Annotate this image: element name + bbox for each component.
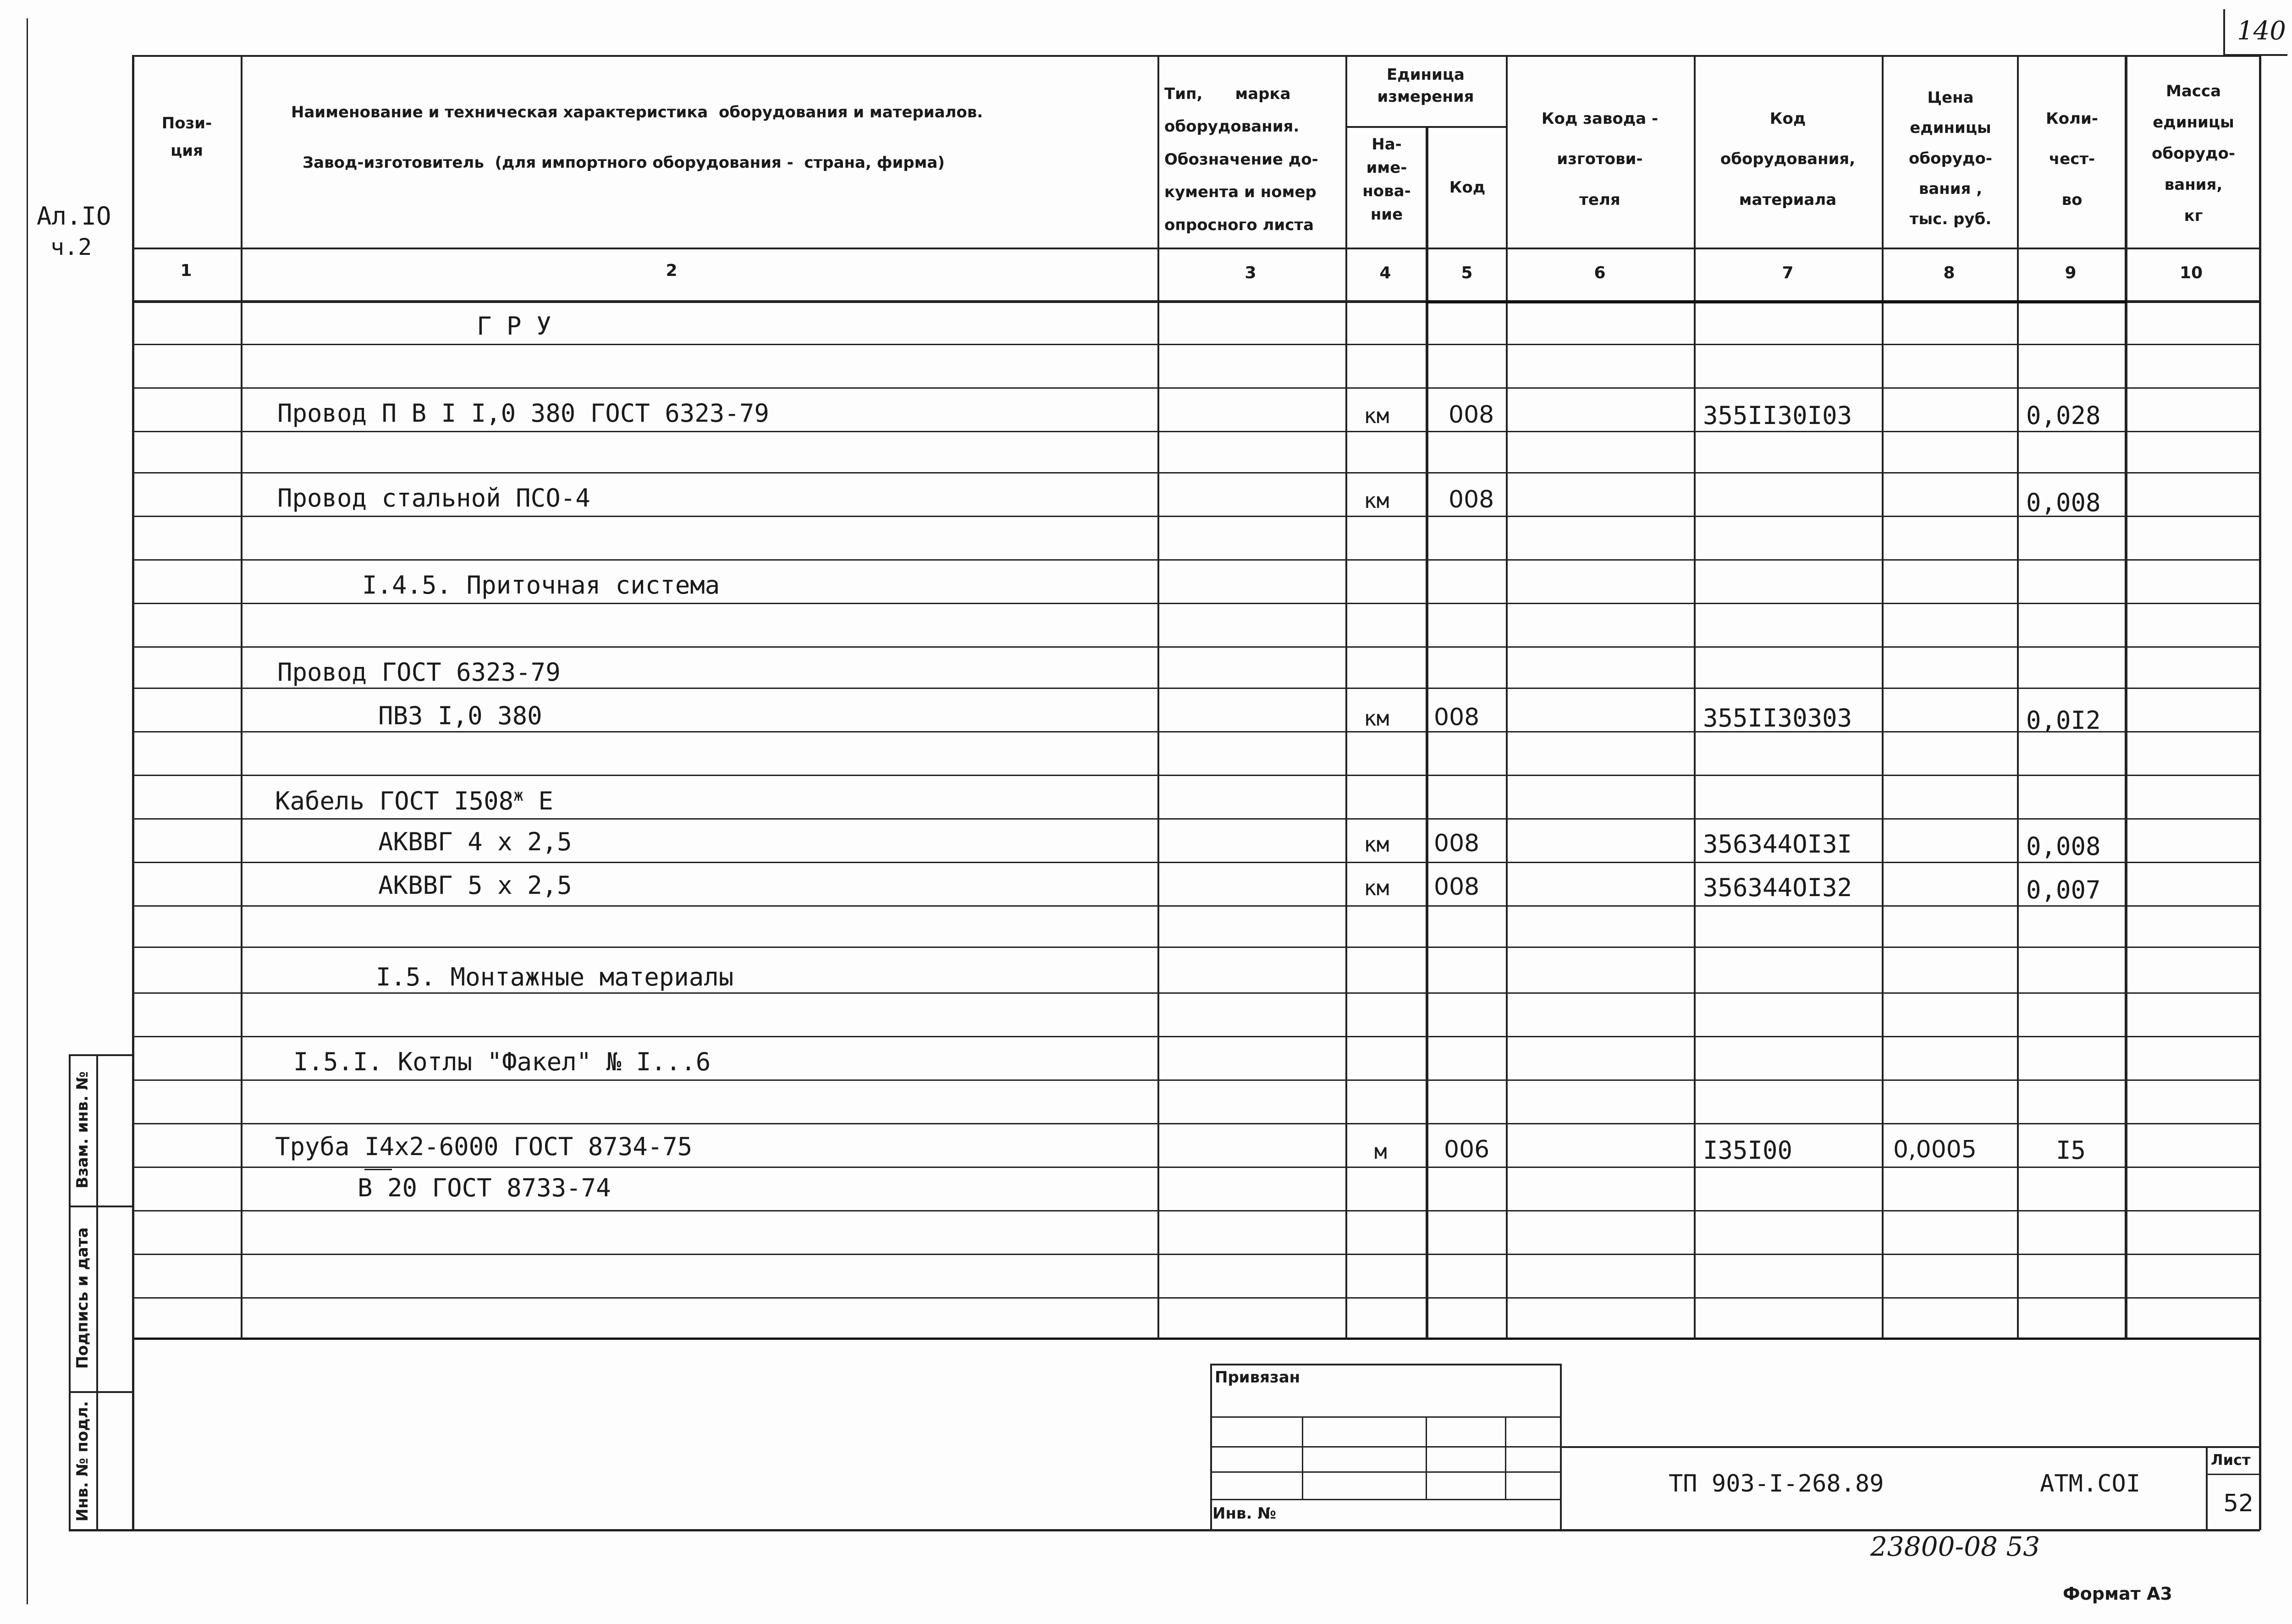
stamp-replaces-inv: Взам. инв. № (73, 1071, 92, 1189)
colnum-1: 1 (180, 261, 192, 280)
doc-code-box-top (1561, 1446, 2260, 1448)
header-unit: Единица измерения (1377, 66, 1474, 106)
stamp-signature-date: Подпись и дата (73, 1227, 92, 1369)
album-label: Ал.IO (37, 202, 111, 231)
row-name: В 20 ГОСТ 8733-74 (358, 1173, 611, 1202)
sheet-mark: 140 (2237, 16, 2286, 46)
colnum-5: 5 (1461, 264, 1473, 282)
col-border-4 (1426, 126, 1428, 1338)
header-material-code: Код оборудования, материала (1720, 110, 1856, 209)
bound-box-top (1210, 1364, 1561, 1365)
col-border-8 (2017, 55, 2019, 1338)
colnum-3: 3 (1245, 264, 1256, 282)
side-stamp-inner (96, 1054, 98, 1530)
side-stamp-outer (69, 1054, 71, 1530)
inv-no-label: Инв. № (1212, 1504, 1277, 1523)
row-unit: м (1374, 1139, 1387, 1164)
table-top-border (133, 55, 2260, 57)
header-type: Тип, марка оборудования. Обозначение до- кумента и номер опросного листа (1164, 85, 1318, 234)
row-name: АКВВГ 5 х 2,5 (378, 871, 572, 900)
header-price: Цена единицы оборудо- вания , тыс. руб. (1909, 88, 1992, 229)
col-border-10 (2259, 55, 2261, 1530)
row-code: 008 (1434, 830, 1480, 857)
row-qty: 0,028 (2026, 401, 2101, 430)
sheet-corner-vertical (2223, 9, 2225, 55)
doc-code: ТП 903-I-268.89 (1669, 1470, 1884, 1497)
row-material-code: 356344OI3I (1703, 830, 1852, 859)
row-name-sup: ж (513, 786, 523, 805)
row-unit: км (1364, 832, 1389, 857)
row-code: 006 (1444, 1136, 1490, 1163)
table-bottom-border (133, 1338, 2260, 1340)
row-unit: км (1364, 403, 1389, 428)
header-position: Пози- ция (161, 114, 212, 160)
colnum-7: 7 (1782, 264, 1794, 282)
row-name: Провод ГОСТ 6323-79 (277, 658, 561, 687)
row-qty: I5 (2056, 1136, 2086, 1165)
row-code: 008 (1434, 873, 1480, 901)
col-border-6 (1694, 55, 1696, 1338)
col-border-9 (2125, 55, 2127, 1338)
row-unit: км (1364, 875, 1389, 900)
row-name: Г Р У (477, 312, 551, 341)
bound-label: Привязан (1215, 1368, 1300, 1387)
colnum-4: 4 (1379, 264, 1391, 282)
row-code: 008 (1434, 704, 1480, 731)
sheet-label: Лист (2211, 1451, 2251, 1469)
format-label: Формат А3 (2063, 1584, 2172, 1604)
section-heading: I.4.5. Приточная система (362, 571, 720, 600)
col-border-0 (132, 55, 134, 1530)
row-qty: 0,008 (2026, 488, 2101, 517)
colnum-9: 9 (2065, 264, 2077, 282)
row-name-tail: Е (523, 787, 553, 815)
header-unit-code: Код (1449, 178, 1486, 197)
colnum-10: 10 (2179, 264, 2203, 282)
stamp-number: 23800-08 53 (1870, 1531, 2040, 1562)
row-unit: км (1364, 488, 1389, 513)
left-margin-line (27, 18, 28, 1604)
header-quantity: Коли- чест- во (2046, 110, 2098, 209)
row-name: Провод П В I I,0 380 ГОСТ 6323-79 (277, 399, 769, 428)
album-part: ч.2 (50, 234, 92, 260)
sheet-number: 52 (2223, 1490, 2254, 1517)
row-name: Провод стальной ПСО-4 (277, 484, 590, 512)
header-mass: Масса единицы оборудо- вания, кг (2152, 82, 2235, 225)
row-material-code: 356344OI32 (1703, 873, 1852, 902)
colnum-8: 8 (1943, 264, 1955, 282)
row-material-code: 355II30I03 (1703, 401, 1852, 430)
header-name-line1: Наименование и техническая характеристика оборудования и материалов. (291, 103, 983, 121)
header-name-line2: Завод-изготовитель (для импортного оборудования - страна, фирма) (303, 154, 945, 172)
row-name: ПВЗ I,0 380 (378, 701, 542, 730)
section-heading: I.5.I. Котлы "Факел" № I...6 (293, 1047, 711, 1076)
row-material-code: I35I00 (1703, 1136, 1793, 1165)
col-border-5 (1506, 55, 1508, 1338)
row-name: Труба I4x2-6000 ГОСТ 8734-75 (275, 1132, 693, 1161)
header-unit-name: На- име- нова- ние (1362, 135, 1411, 224)
row-name (275, 786, 553, 815)
row-code: 008 (1449, 486, 1494, 513)
row-unit: км (1364, 706, 1389, 731)
side-stamp-top (69, 1054, 133, 1056)
row-qty: 0,008 (2026, 832, 2101, 861)
row-code: 008 (1449, 401, 1494, 429)
section-heading: I.5. Монтажные материалы (376, 963, 734, 991)
colnum-6: 6 (1594, 264, 1606, 282)
col-border-1 (241, 55, 242, 1338)
colnum-2: 2 (666, 261, 678, 280)
header-bottom-line (133, 248, 2260, 249)
row-name: АКВВГ 4 х 2,5 (378, 827, 572, 856)
row-price: 0,0005 (1893, 1136, 1977, 1163)
row-qty: 0,0I2 (2026, 706, 2101, 735)
header-manufacturer: Код завода - изготови- теля (1541, 110, 1658, 209)
doc-mark: АТМ.СОI (2040, 1470, 2141, 1497)
row-qty: 0,007 (2026, 875, 2101, 904)
col-border-7 (1882, 55, 1884, 1338)
col-border-3 (1345, 55, 1347, 1338)
stamp-inv-podl: Инв. № подл. (73, 1401, 92, 1522)
col-border-2 (1157, 55, 1159, 1338)
row-material-code: 355II30303 (1703, 704, 1852, 732)
row-name-main: Кабель ГОСТ I508 (275, 787, 514, 815)
